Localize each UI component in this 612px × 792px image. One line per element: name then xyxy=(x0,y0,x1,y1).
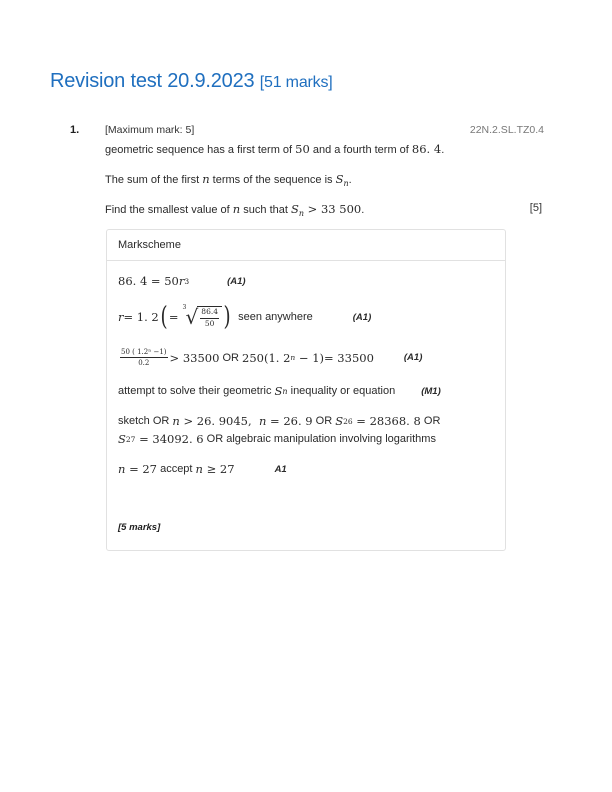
markscheme-step-4: attempt to solve their geometric S n inequality or equation (M1) xyxy=(118,384,441,398)
question-max-mark: [Maximum mark: 5] xyxy=(105,124,195,136)
award-a1: (A1) xyxy=(403,352,423,364)
question-number: 1. xyxy=(70,124,80,136)
question-marks: [5] xyxy=(529,202,542,214)
markscheme-step-6: n = 27 accept n ≥ 27 A1 xyxy=(118,462,287,476)
markscheme-step-2: r = 1. 2 ( = 3 √ $\frac{86.4}{50}$ ) seen anywhere (A1) xyxy=(118,302,372,332)
markscheme-panel xyxy=(106,229,506,551)
question-code: 22N.2.SL.TZ0.4 xyxy=(469,124,544,136)
question-line-2: The sum of the first n terms of the sequence is $S_n$. xyxy=(105,172,352,189)
award-a1: (A1) xyxy=(227,275,246,287)
question-line-3: Find the smallest value of n such that $S_n > 33$ 500. xyxy=(105,202,365,219)
markscheme-step-1: 86. 4 = 50 r 3 (A1) xyxy=(118,274,246,288)
markscheme-step-5: sketch OR n > 26. 9045, n = 26. 9 OR S 26 = 28368. 8 OR xyxy=(118,414,441,428)
award-a1: A1 xyxy=(274,463,287,475)
markscheme-total: [5 marks] xyxy=(118,522,161,533)
test-total-marks: [51 marks] xyxy=(259,74,333,91)
cube-root: 3 √ $\frac{86.4}{50}$ xyxy=(183,306,222,328)
markscheme-step-3: $\frac{\text{50 ( 1.2ⁿ −1)}}{0.2}$ > 33500 OR 250(1. 2 n − 1)= 33500 (A1) xyxy=(121,348,423,368)
page-title xyxy=(50,70,333,93)
award-a1: (A1) xyxy=(352,311,372,323)
award-m1: (M1) xyxy=(421,385,441,397)
test-title: Revision test 20.9.2023 xyxy=(50,70,255,92)
question-line-1: geometric sequence has a first term of 50 and a fourth term of 86. 4. xyxy=(105,142,445,156)
markscheme-step-5b: S 27 = 34092. 6 OR algebraic manipulation involving logarithms xyxy=(118,432,436,446)
markscheme-heading: Markscheme xyxy=(107,230,505,261)
